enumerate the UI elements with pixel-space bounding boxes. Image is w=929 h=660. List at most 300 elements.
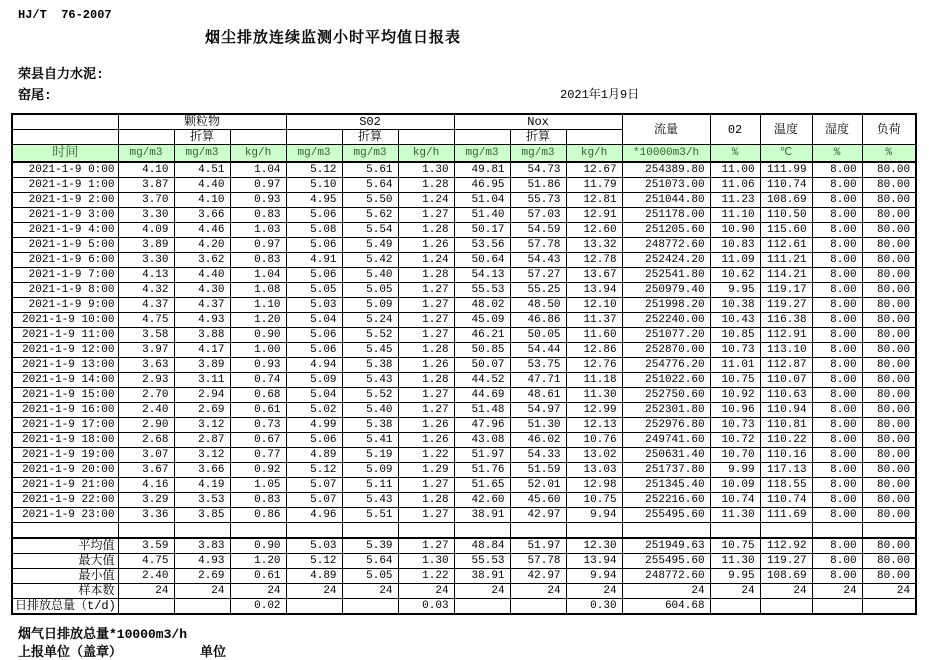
value-cell: 55.25 [510,283,566,298]
value-cell: 5.40 [342,268,398,283]
value-cell: 1.08 [230,283,286,298]
value-cell: 10.75 [710,538,760,554]
value-cell: 50.64 [454,253,510,268]
blank-cell [286,130,342,145]
value-cell: 13.02 [566,448,622,463]
value-cell: 11.06 [710,178,760,193]
value-cell: 8.00 [812,448,862,463]
blank-cell [230,130,286,145]
value-cell: 5.07 [286,493,342,508]
value-cell: 38.91 [454,508,510,523]
value-cell: 4.19 [174,478,230,493]
value-cell: 44.69 [454,388,510,403]
unit-cell: kg/h [398,145,454,163]
value-cell: 80.00 [862,238,916,253]
value-cell: 1.27 [398,313,454,328]
value-cell: 48.50 [510,298,566,313]
value-cell: 116.38 [760,313,812,328]
value-cell: 51.65 [454,478,510,493]
value-cell: 251998.20 [622,298,710,313]
value-cell: 250631.40 [622,448,710,463]
value-cell: 13.03 [566,463,622,478]
reporting-org-label: 上报单位（盖章） [18,645,123,660]
unit-cell: mg/m3 [118,145,174,163]
value-cell: 54.73 [510,162,566,178]
value-cell: 4.99 [286,418,342,433]
value-cell: 0.92 [230,463,286,478]
value-cell: 1.22 [398,448,454,463]
value-cell: 4.94 [286,358,342,373]
value-cell: 1.28 [398,493,454,508]
value-cell: 46.95 [454,178,510,193]
value-cell: 0.61 [230,569,286,584]
value-cell: 44.52 [454,373,510,388]
value-cell: 251178.00 [622,208,710,223]
value-cell: 48.02 [454,298,510,313]
value-cell: 5.04 [286,388,342,403]
value-cell: 5.06 [286,328,342,343]
value-cell [710,599,760,615]
value-cell: 3.97 [118,343,174,358]
value-cell: 0.97 [230,238,286,253]
value-cell: 51.76 [454,463,510,478]
value-cell: 119.27 [760,298,812,313]
value-cell: 5.05 [286,283,342,298]
time-cell: 2021-1-9 20:00 [12,463,118,478]
time-cell: 2021-1-9 10:00 [12,313,118,328]
value-cell: 3.58 [118,328,174,343]
value-cell: 24 [174,584,230,599]
value-cell: 4.93 [174,313,230,328]
table-row [12,268,916,283]
value-cell: 80.00 [862,162,916,178]
summary-row [12,569,916,584]
value-cell: 3.85 [174,508,230,523]
table-row [12,358,916,373]
blank-cell [398,130,454,145]
value-cell: 48.61 [510,388,566,403]
value-cell: 45.60 [510,493,566,508]
value-cell: 112.87 [760,358,812,373]
value-cell: 1.28 [398,178,454,193]
value-cell: 80.00 [862,298,916,313]
value-cell: 5.19 [342,448,398,463]
value-cell: 11.37 [566,313,622,328]
summary-row [12,554,916,569]
unit-label: 单位 [200,645,227,660]
blank-cell [118,130,174,145]
value-cell: 24 [862,584,916,599]
value-cell: 112.92 [760,538,812,554]
sub-converted-so2: 折算 [342,130,398,145]
value-cell: 248772.60 [622,238,710,253]
value-cell: 5.06 [286,268,342,283]
value-cell: 251077.20 [622,328,710,343]
value-cell: 12.30 [566,538,622,554]
value-cell: 0.93 [230,358,286,373]
value-cell: 254776.20 [622,358,710,373]
value-cell: 1.27 [398,388,454,403]
value-cell: 117.13 [760,463,812,478]
summary-label: 平均值 [12,538,118,554]
time-cell: 2021-1-9 5:00 [12,238,118,253]
value-cell: 1.26 [398,358,454,373]
value-cell: 4.46 [174,223,230,238]
value-cell: 12.76 [566,358,622,373]
time-cell: 2021-1-9 7:00 [12,268,118,283]
value-cell: 11.18 [566,373,622,388]
value-cell: 2.90 [118,418,174,433]
value-cell: 3.30 [118,253,174,268]
value-cell: 5.08 [286,223,342,238]
time-cell: 2021-1-9 23:00 [12,508,118,523]
value-cell: 10.92 [710,388,760,403]
value-cell: 110.50 [760,208,812,223]
value-cell: 0.90 [230,538,286,554]
value-cell: 0.90 [230,328,286,343]
value-cell: 3.12 [174,418,230,433]
value-cell: 3.87 [118,178,174,193]
empty-row [12,523,916,539]
value-cell: 10.09 [710,478,760,493]
value-cell: 0.73 [230,418,286,433]
unit-cell: mg/m3 [510,145,566,163]
value-cell: 11.30 [566,388,622,403]
value-cell: 2.87 [174,433,230,448]
value-cell: 110.63 [760,388,812,403]
value-cell: 51.86 [510,178,566,193]
time-cell: 2021-1-9 1:00 [12,178,118,193]
value-cell: 1.20 [230,313,286,328]
value-cell: 8.00 [812,508,862,523]
value-cell: 1.27 [398,283,454,298]
value-cell: 1.27 [398,508,454,523]
value-cell: 54.13 [454,268,510,283]
value-cell: 8.00 [812,373,862,388]
value-cell: 80.00 [862,493,916,508]
value-cell: 10.70 [710,448,760,463]
value-cell: 46.21 [454,328,510,343]
spacer-section [12,523,916,539]
value-cell: 112.91 [760,328,812,343]
value-cell: 12.81 [566,193,622,208]
value-cell: 4.89 [286,569,342,584]
value-cell: 1.26 [398,433,454,448]
value-cell: 110.22 [760,433,812,448]
value-cell: 5.09 [342,463,398,478]
value-cell: 112.61 [760,238,812,253]
time-cell: 2021-1-9 19:00 [12,448,118,463]
table-row [12,283,916,298]
value-cell: 51.48 [454,403,510,418]
value-cell: 8.00 [812,162,862,178]
unit-cell: *10000m3/h [622,145,710,163]
value-cell: 80.00 [862,478,916,493]
value-cell [454,599,510,615]
col-temp: 温度 [760,114,812,145]
value-cell: 1.28 [398,223,454,238]
value-cell: 8.00 [812,343,862,358]
value-cell: 12.99 [566,403,622,418]
value-cell: 42.60 [454,493,510,508]
value-cell: 11.09 [710,253,760,268]
value-cell: 80.00 [862,313,916,328]
unit-cell: mg/m3 [342,145,398,163]
sub-converted-nox: 折算 [510,130,566,145]
value-cell: 57.03 [510,208,566,223]
value-cell: 1.27 [398,328,454,343]
time-cell: 2021-1-9 11:00 [12,328,118,343]
value-cell: 1.10 [230,298,286,313]
value-cell: 2.69 [174,569,230,584]
value-cell: 0.97 [230,178,286,193]
value-cell: 9.94 [566,508,622,523]
value-cell: 0.93 [230,193,286,208]
value-cell: 5.43 [342,373,398,388]
value-cell: 1.30 [398,554,454,569]
value-cell: 3.59 [118,538,174,554]
value-cell: 5.42 [342,253,398,268]
time-cell: 2021-1-9 13:00 [12,358,118,373]
time-cell: 2021-1-9 22:00 [12,493,118,508]
value-cell: 55.53 [454,554,510,569]
value-cell: 5.54 [342,223,398,238]
value-cell: 47.71 [510,373,566,388]
unit-cell: kg/h [566,145,622,163]
value-cell: 80.00 [862,418,916,433]
value-cell: 8.00 [812,208,862,223]
value-cell: 1.04 [230,268,286,283]
col-humidity: 湿度 [812,114,862,145]
value-cell: 118.55 [760,478,812,493]
value-cell: 251949.63 [622,538,710,554]
value-cell: 254389.80 [622,162,710,178]
value-cell: 80.00 [862,343,916,358]
flue-gas-total-note: 烟气日排放总量*10000m3/h [18,627,188,642]
summary-rows [12,538,916,614]
value-cell: 53.56 [454,238,510,253]
value-cell: 49.81 [454,162,510,178]
value-cell: 8.00 [812,358,862,373]
value-cell: 1.28 [398,373,454,388]
value-cell [118,599,174,615]
value-cell: 51.40 [454,208,510,223]
unit-cell: % [710,145,760,163]
value-cell: 1.27 [398,298,454,313]
value-cell: 2.40 [118,569,174,584]
value-cell: 24 [622,584,710,599]
value-cell: 57.78 [510,554,566,569]
value-cell: 12.13 [566,418,622,433]
value-cell: 5.38 [342,358,398,373]
value-cell: 5.06 [286,433,342,448]
table-row [12,343,916,358]
value-cell: 8.00 [812,238,862,253]
value-cell: 1.20 [230,554,286,569]
value-cell: 55.73 [510,193,566,208]
value-cell: 10.96 [710,403,760,418]
value-cell: 8.00 [812,388,862,403]
value-cell: 42.97 [510,508,566,523]
value-cell: 110.07 [760,373,812,388]
value-cell: 252541.80 [622,268,710,283]
blank-cell [12,130,118,145]
value-cell: 24 [760,584,812,599]
value-cell: 111.99 [760,162,812,178]
page-title: 烟尘排放连续监测小时平均值日报表 [205,30,462,47]
value-cell: 4.17 [174,343,230,358]
value-cell: 5.38 [342,418,398,433]
value-cell: 5.52 [342,328,398,343]
table-row [12,298,916,313]
value-cell: 251345.40 [622,478,710,493]
value-cell: 8.00 [812,268,862,283]
value-cell: 5.41 [342,433,398,448]
unit-cell: mg/m3 [454,145,510,163]
value-cell: 12.67 [566,162,622,178]
value-cell: 24 [566,584,622,599]
value-cell: 5.61 [342,162,398,178]
time-cell: 2021-1-9 3:00 [12,208,118,223]
value-cell: 57.78 [510,238,566,253]
value-cell: 5.04 [286,313,342,328]
value-cell: 12.10 [566,298,622,313]
value-cell: 80.00 [862,554,916,569]
value-cell: 80.00 [862,448,916,463]
value-cell: 0.67 [230,433,286,448]
value-cell: 4.96 [286,508,342,523]
value-cell: 1.04 [230,162,286,178]
value-cell: 8.00 [812,493,862,508]
table-row [12,418,916,433]
value-cell: 10.72 [710,433,760,448]
value-cell: 10.43 [710,313,760,328]
value-cell: 5.12 [286,162,342,178]
value-cell: 10.75 [566,493,622,508]
value-cell: 4.91 [286,253,342,268]
value-cell: 114.21 [760,268,812,283]
time-cell: 2021-1-9 21:00 [12,478,118,493]
value-cell: 3.83 [174,538,230,554]
value-cell: 4.51 [174,162,230,178]
value-cell: 11.60 [566,328,622,343]
table-row [12,478,916,493]
value-cell: 0.02 [230,599,286,615]
value-cell: 4.93 [174,554,230,569]
table-row [12,373,916,388]
value-cell: 8.00 [812,193,862,208]
value-cell: 2.93 [118,373,174,388]
value-cell: 255495.60 [622,554,710,569]
summary-label: 日排放总量（t/d) [12,599,118,615]
value-cell: 51.04 [454,193,510,208]
value-cell: 250979.40 [622,283,710,298]
value-cell: 8.00 [812,313,862,328]
value-cell: 53.75 [510,358,566,373]
value-cell: 3.29 [118,493,174,508]
header-group-row [12,114,916,130]
value-cell: 251737.80 [622,463,710,478]
col-flow: 流量 [622,114,710,145]
value-cell: 3.67 [118,463,174,478]
value-cell: 0.83 [230,493,286,508]
value-cell: 46.86 [510,313,566,328]
value-cell: 5.52 [342,388,398,403]
value-cell: 11.30 [710,508,760,523]
value-cell: 4.95 [286,193,342,208]
table-row [12,433,916,448]
value-cell: 4.09 [118,223,174,238]
value-cell: 10.73 [710,418,760,433]
value-cell: 604.68 [622,599,710,615]
table-row [12,463,916,478]
time-cell: 2021-1-9 2:00 [12,193,118,208]
col-o2: 02 [710,114,760,145]
value-cell: 10.83 [710,238,760,253]
value-cell: 252424.20 [622,253,710,268]
value-cell: 115.60 [760,223,812,238]
value-cell: 3.89 [174,358,230,373]
value-cell: 3.88 [174,328,230,343]
value-cell: 54.59 [510,223,566,238]
value-cell: 24 [812,584,862,599]
value-cell [286,599,342,615]
value-cell: 24 [342,584,398,599]
value-cell: 12.86 [566,343,622,358]
value-cell: 10.74 [710,493,760,508]
value-cell: 4.10 [118,162,174,178]
value-cell: 80.00 [862,178,916,193]
value-cell: 11.00 [710,162,760,178]
value-cell: 24 [510,584,566,599]
value-cell: 255495.60 [622,508,710,523]
value-cell [174,599,230,615]
value-cell: 80.00 [862,508,916,523]
value-cell: 5.05 [342,569,398,584]
value-cell: 3.66 [174,463,230,478]
value-cell: 47.96 [454,418,510,433]
value-cell: 51.97 [454,448,510,463]
value-cell: 5.24 [342,313,398,328]
time-cell: 2021-1-9 8:00 [12,283,118,298]
value-cell: 252240.00 [622,313,710,328]
time-cell: 2021-1-9 16:00 [12,403,118,418]
value-cell: 3.11 [174,373,230,388]
value-cell: 11.23 [710,193,760,208]
value-cell: 4.75 [118,313,174,328]
value-cell: 1.28 [398,343,454,358]
value-cell: 1.28 [398,268,454,283]
value-cell: 80.00 [862,253,916,268]
value-cell: 251073.00 [622,178,710,193]
value-cell: 113.10 [760,343,812,358]
value-cell: 5.39 [342,538,398,554]
value-cell: 252301.80 [622,403,710,418]
summary-label: 最大值 [12,554,118,569]
value-cell: 5.64 [342,554,398,569]
value-cell: 5.43 [342,493,398,508]
time-cell: 2021-1-9 6:00 [12,253,118,268]
col-group-particulate: 颗粒物 [118,114,286,130]
value-cell: 5.12 [286,463,342,478]
value-cell: 5.09 [342,298,398,313]
value-cell: 80.00 [862,538,916,554]
table-row [12,448,916,463]
value-cell: 24 [118,584,174,599]
value-cell: 8.00 [812,403,862,418]
value-cell: 3.62 [174,253,230,268]
time-cell: 2021-1-9 18:00 [12,433,118,448]
